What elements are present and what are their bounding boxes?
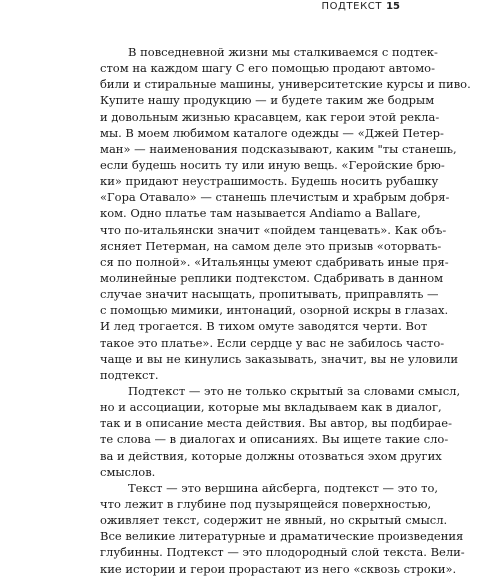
text-line: ва и действия, которые должны отозваться эхом других bbox=[100, 448, 442, 463]
text-line: Все великие литературные и драматические произведения bbox=[100, 529, 464, 544]
text-line: кие истории и герои прорастают из него «сквозь строки». bbox=[100, 561, 457, 576]
text-line: такое это платье». Если сердце у вас не забилось часто- bbox=[100, 335, 445, 350]
text-line: что по-итальянски значит «пойдем танцевать». Как объ- bbox=[100, 222, 447, 237]
text-line: И лед трогается. В тихом омуте заводятся черти. Вот bbox=[100, 319, 428, 334]
text-line: «Гора Отавало» — станешь плечистым и храбрым добря- bbox=[100, 190, 450, 205]
paragraph bbox=[100, 383, 461, 480]
text-line: чаще и вы не кинулись заказывать, значит, вы не уловили bbox=[100, 351, 459, 366]
text-line: те слова — в диалогах и описаниях. Вы ищете такие сло- bbox=[100, 432, 449, 447]
body-text bbox=[100, 44, 471, 577]
running-head-title: ПОДТЕКСТ bbox=[321, 1, 383, 12]
text-line: ся по полной». «Итальянцы умеют сдабривать иные пря- bbox=[100, 254, 449, 269]
text-line: били и стиральные машины, университетские курсы и пиво. bbox=[100, 77, 471, 92]
text-line: молинейные реплики подтекстом. Сдабривать в данном bbox=[100, 270, 444, 285]
text-line: так и в описание места действия. Вы автор, вы подбирае- bbox=[100, 416, 452, 431]
text-line: глубинны. Подтекст — это плодородный слой текста. Вели- bbox=[100, 545, 465, 560]
text-line: и довольным жизнью красавцем, как герои этой рекла- bbox=[100, 109, 440, 124]
text-line: смыслов. bbox=[100, 464, 156, 479]
page-number: 15 bbox=[386, 1, 400, 12]
text-line: с помощью мимики, интонаций, озорной искры в глазах. bbox=[100, 303, 449, 318]
text-line: В повседневной жизни мы сталкиваемся с подтек- bbox=[128, 45, 438, 59]
text-line: Купите нашу продукцию — и будете таким же бодрым bbox=[100, 93, 435, 108]
text-line: но и ассоциации, которые мы вкладываем как в диалог, bbox=[100, 400, 442, 415]
text-line: если будешь носить ту или иную вещь. «Геройские брю- bbox=[100, 157, 445, 172]
text-line: подтекст. bbox=[100, 367, 159, 382]
text-line: мы. В моем любимом каталоге одежды — «Джей Петер- bbox=[100, 125, 444, 140]
text-line: стом на каждом шагу С его помощью продают автомо- bbox=[100, 61, 435, 76]
text-line: Подтекст — это не только скрытый за словами смысл, bbox=[128, 383, 461, 398]
text-line: Текст — это вершина айсберга, подтекст — это то, bbox=[128, 480, 439, 495]
paragraph bbox=[100, 44, 471, 383]
text-line: ман» — наименования подсказывают, каким "ты станешь, bbox=[100, 141, 457, 156]
text-line: ки» придают неустрашимость. Будешь носить рубашку bbox=[100, 174, 439, 189]
paragraph bbox=[100, 480, 465, 577]
text-line: ком. Одно платье там называется Andiamo a Ballare, bbox=[100, 206, 421, 221]
running-head bbox=[321, 0, 400, 14]
text-line: оживляет текст, содержит не явный, но скрытый смысл. bbox=[100, 513, 448, 528]
text-line: случае значит насыщать, пропитывать, приправлять — bbox=[100, 287, 439, 302]
text-line: ясняет Петерман, на самом деле это призыв «оторвать- bbox=[100, 238, 442, 253]
text-line: что лежит в глубине под пузырящейся поверхностью, bbox=[100, 496, 432, 511]
